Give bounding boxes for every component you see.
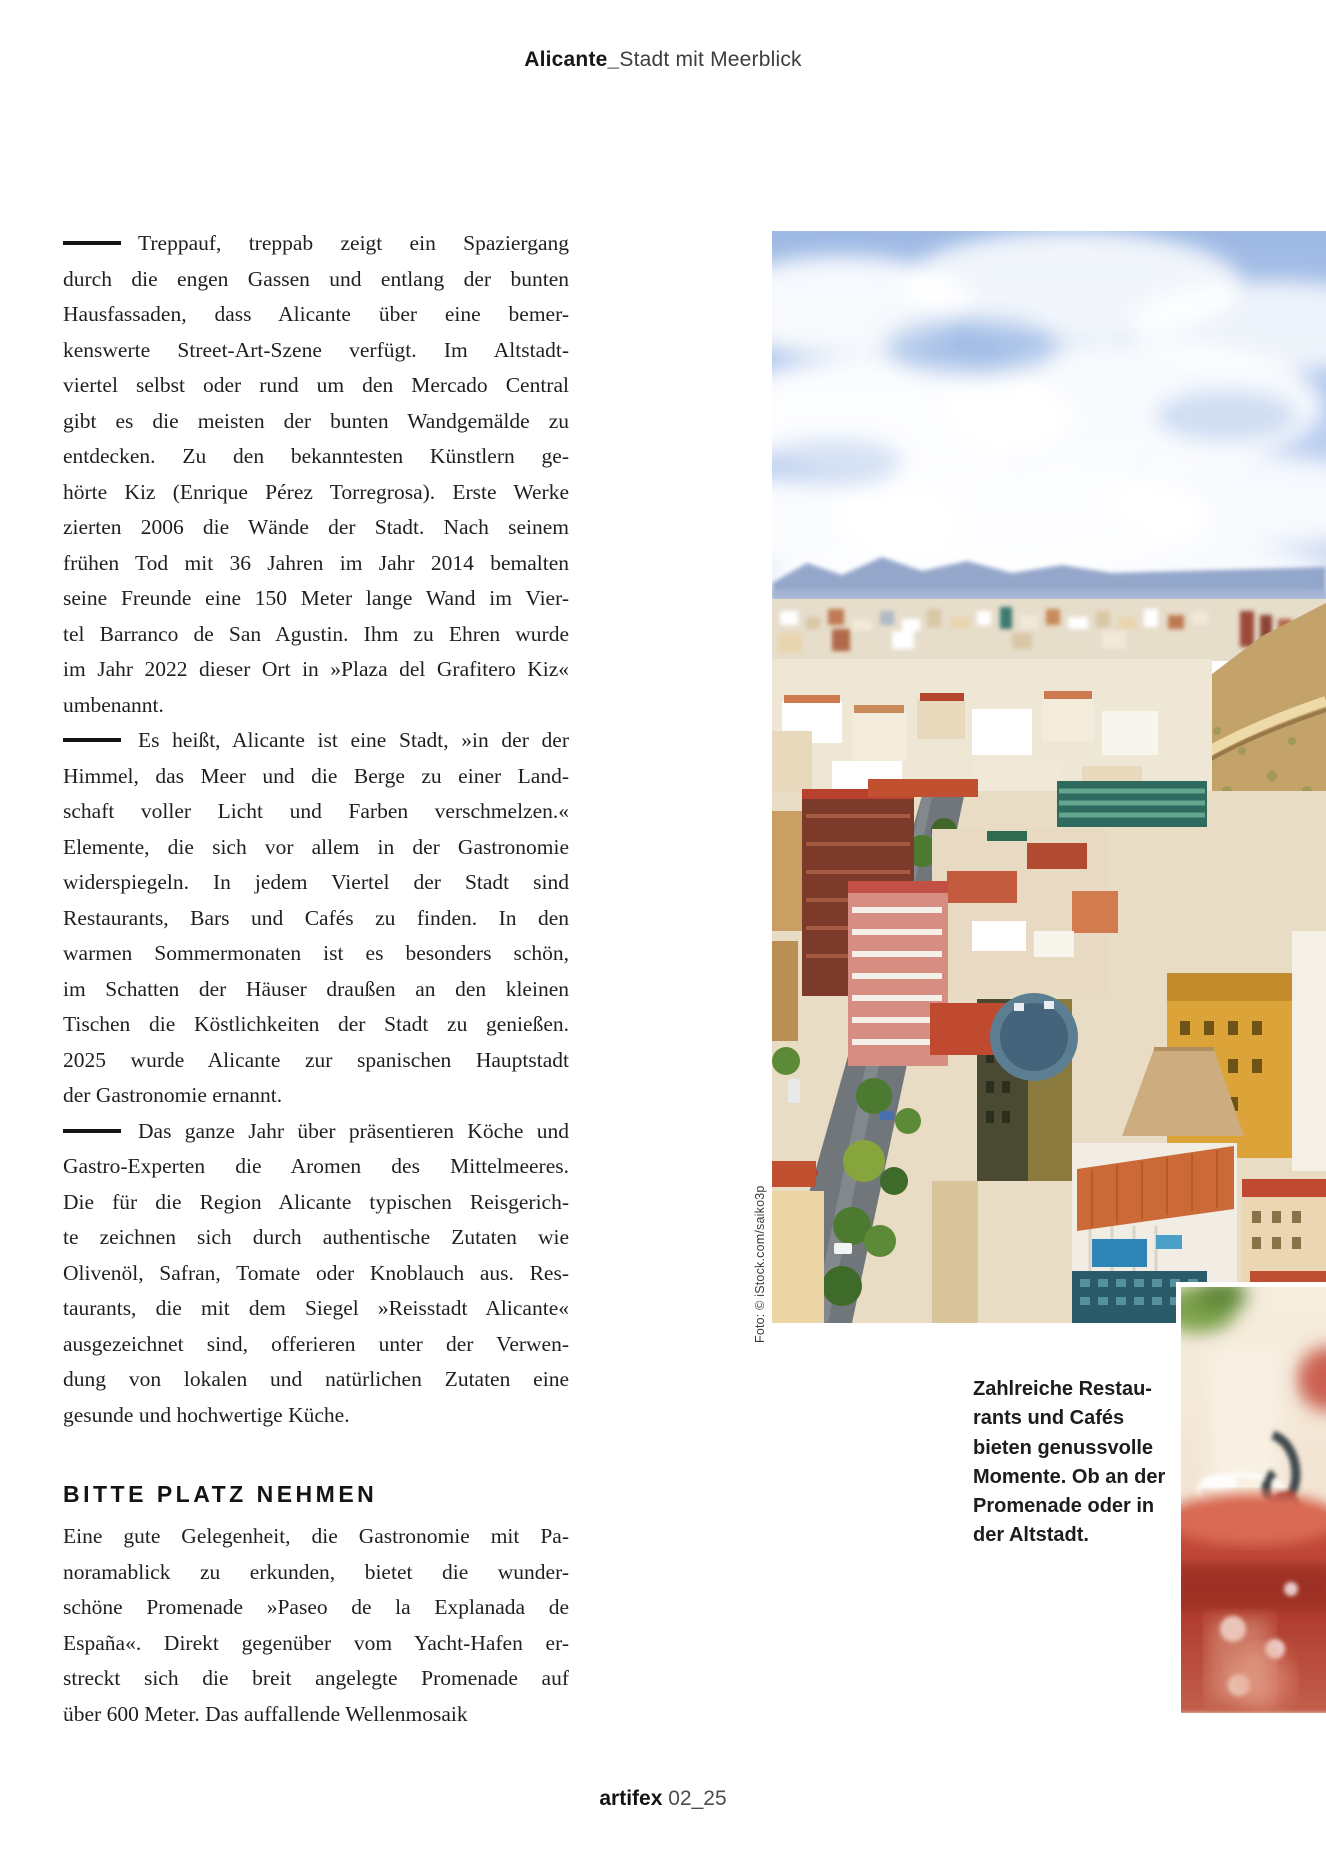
body-text-line: hörte Kiz (Enrique Pérez Torregrosa). Erste Werke [63,479,569,504]
page-footer [0,1787,1326,1811]
body-text-line: kenswerte Street-Art-Szene verfügt. Im Altstadt- [63,337,569,362]
paragraph-dash [63,738,121,742]
body-text-line: schöne Promenade »Paseo de la Explanada de [63,1595,569,1619]
body-text-line: zierten 2006 die Wände der Stadt. Nach seinem [63,515,569,539]
caption-line: Momente. Ob an der [973,1465,1166,1488]
body-text-line: umbenannt. [63,692,164,717]
body-text-line: schaft voller Licht und Farben verschmelzen.« [63,799,569,823]
body-text-line: Es heißt, Alicante ist eine Stadt, »in der der [63,723,569,759]
body-text-line: im Schatten der Häuser draußen an den kleinen [63,976,569,1001]
header-title-bold: Alicante_ [524,48,620,71]
body-text-line: Die für die Region Alicante typischen Reisgerich- [63,1189,569,1214]
alicante-aerial-photo [772,231,1326,1323]
body-text-line: warmen Sommermonaten ist es besonders schön, [63,941,569,965]
article-body [63,226,569,1732]
body-text-line: dung von lokalen und natürlichen Zutaten eine [63,1367,569,1391]
body-text-line: 2025 wurde Alicante zur spanischen Hauptstadt [63,1047,569,1072]
drink-photo [1176,1282,1326,1713]
body-text-line: te zeichnen sich durch authentische Zutaten wie [63,1225,569,1249]
section-heading: BITTE PLATZ NEHMEN [63,1481,378,1507]
body-text-line: im Jahr 2022 dieser Ort in »Plaza del Grafitero Kiz« [63,657,569,681]
photo-caption [973,1375,1168,1551]
caption-line: Zahlreiche Restau- [973,1378,1152,1400]
caption-line: rants und Cafés [973,1407,1125,1430]
body-text-line: Gastro-Experten die Aromen des Mittelmeeres. [63,1154,569,1178]
body-text-line: Tischen die Köstlichkeiten der Stadt zu genießen. [63,1012,569,1036]
footer-magazine-name: artifex [599,1787,663,1810]
body-text-line: Hausfassaden, dass Alicante über eine bemer- [63,302,569,326]
photo-credit: Foto: © iStock.com/saiko3p [753,1185,767,1343]
footer-issue: 02_25 [668,1787,727,1810]
body-text-line: Elemente, die sich vor allem in der Gastronomie [63,834,569,859]
body-text-line: der Gastronomie ernannt. [63,1083,283,1107]
body-text-line: noramablick zu erkunden, bietet die wunder- [63,1559,569,1584]
body-text-line: Restaurants, Bars und Cafés zu finden. In den [63,905,569,930]
body-text-line: Olivenöl, Safran, Tomate oder Knoblauch aus. Res- [63,1260,569,1285]
body-text-line: Himmel, das Meer und die Berge zu einer Land- [63,763,569,788]
body-text-line: gesunde und hochwertige Küche. [63,1402,350,1427]
paragraph-dash [63,241,121,245]
aerial-photo-illustration [772,231,1326,1323]
caption-line: bieten genussvolle [973,1436,1154,1459]
body-text-line: seine Freunde eine 150 Meter lange Wand im Vier- [63,586,569,610]
header-title-rest: Stadt mit Meerblick [619,48,802,71]
article-column [63,226,569,1732]
body-text-line: Treppauf, treppab zeigt ein Spaziergang [63,226,569,262]
body-text-line: ausgezeichnet sind, offerieren unter der Verwen- [63,1331,569,1356]
body-text-line: Eine gute Gelegenheit, die Gastronomie mit Pa- [63,1524,569,1548]
body-text-line: entdecken. Zu den bekanntesten Künstlern ge- [63,444,569,468]
body-text-line: gibt es die meisten der bunten Wandgemälde zu [63,408,569,433]
body-text-line: über 600 Meter. Das auffallende Wellenmosaik [63,1701,468,1726]
body-text-line: viertel selbst oder rund um den Mercado Central [63,373,569,397]
body-text-line: tel Barranco de San Agustin. Ihm zu Ehren wurde [63,621,569,646]
body-text-line: widerspiegeln. In jedem Viertel der Stadt sind [63,870,569,894]
caption-line: der Altstadt. [973,1524,1089,1547]
drink-photo-illustration [1181,1287,1326,1713]
caption-line: Promenade oder in [973,1495,1155,1518]
page-header [0,48,1326,72]
body-text-line: Das ganze Jahr über präsentieren Köche und [63,1114,569,1150]
body-text-line: streckt sich die breit angelegte Promenade auf [63,1666,569,1690]
body-text-line: taurants, die mit dem Siegel »Reisstadt Alicante« [63,1296,569,1320]
paragraph-dash [63,1129,121,1133]
body-text-line: frühen Tod mit 36 Jahren im Jahr 2014 bemalten [63,550,569,575]
body-text-line: durch die engen Gassen und entlang der bunten [63,266,569,291]
body-text-line: España«. Direkt gegenüber vom Yacht-Hafen er- [63,1630,569,1655]
